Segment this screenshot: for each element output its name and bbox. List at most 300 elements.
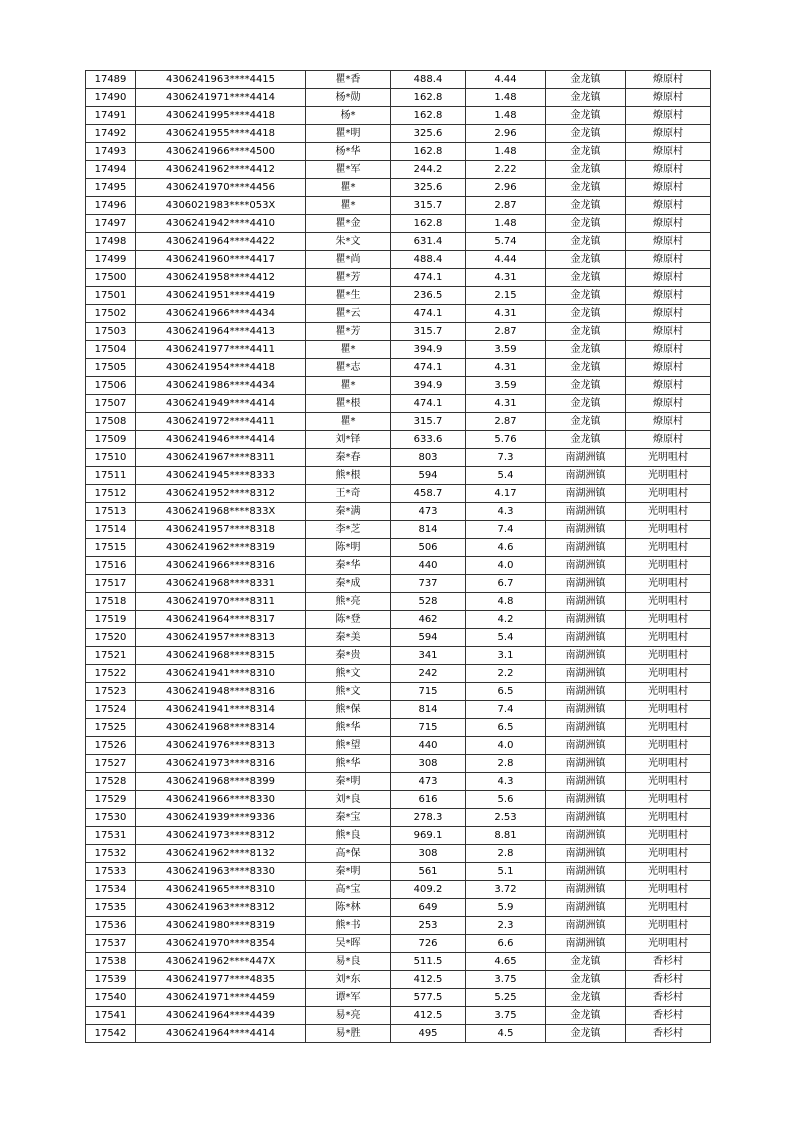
cell-masked_id_number: 4306241986****4434	[136, 377, 306, 395]
cell-amount: 315.7	[391, 323, 466, 341]
table-row	[86, 953, 711, 971]
cell-amount: 803	[391, 449, 466, 467]
cell-area: 4.31	[466, 395, 546, 413]
table-row	[86, 233, 711, 251]
cell-village: 燎原村	[626, 341, 711, 359]
cell-amount: 341	[391, 647, 466, 665]
cell-area: 4.3	[466, 503, 546, 521]
cell-village: 光明咀村	[626, 683, 711, 701]
cell-amount: 495	[391, 1025, 466, 1043]
cell-village: 光明咀村	[626, 611, 711, 629]
cell-area: 4.8	[466, 593, 546, 611]
cell-sequence_number: 17495	[86, 179, 136, 197]
cell-masked_id_number: 4306241965****8310	[136, 881, 306, 899]
cell-town: 南湖洲镇	[546, 629, 626, 647]
cell-masked_id_number: 4306241964****8317	[136, 611, 306, 629]
cell-area: 2.96	[466, 179, 546, 197]
cell-amount: 315.7	[391, 197, 466, 215]
cell-amount: 474.1	[391, 269, 466, 287]
table-row	[86, 971, 711, 989]
cell-town: 南湖洲镇	[546, 845, 626, 863]
cell-sequence_number: 17515	[86, 539, 136, 557]
cell-town: 金龙镇	[546, 143, 626, 161]
cell-masked_name: 高*保	[306, 845, 391, 863]
table-row	[86, 1007, 711, 1025]
cell-sequence_number: 17520	[86, 629, 136, 647]
cell-area: 2.96	[466, 125, 546, 143]
table-row	[86, 899, 711, 917]
cell-masked_name: 杨*华	[306, 143, 391, 161]
cell-masked_id_number: 4306241964****4439	[136, 1007, 306, 1025]
cell-village: 光明咀村	[626, 863, 711, 881]
cell-amount: 594	[391, 629, 466, 647]
table-row	[86, 179, 711, 197]
cell-masked_id_number: 4306241957****8313	[136, 629, 306, 647]
cell-town: 金龙镇	[546, 107, 626, 125]
cell-sequence_number: 17508	[86, 413, 136, 431]
cell-town: 南湖洲镇	[546, 467, 626, 485]
cell-town: 南湖洲镇	[546, 809, 626, 827]
cell-town: 南湖洲镇	[546, 827, 626, 845]
cell-town: 金龙镇	[546, 323, 626, 341]
cell-sequence_number: 17505	[86, 359, 136, 377]
table-row	[86, 305, 711, 323]
cell-masked_id_number: 4306241963****4415	[136, 71, 306, 89]
cell-masked_id_number: 4306241966****4500	[136, 143, 306, 161]
cell-masked_name: 熊*根	[306, 467, 391, 485]
cell-masked_name: 易*亮	[306, 1007, 391, 1025]
cell-masked_name: 秦*宝	[306, 809, 391, 827]
cell-town: 金龙镇	[546, 989, 626, 1007]
cell-sequence_number: 17503	[86, 323, 136, 341]
cell-area: 1.48	[466, 89, 546, 107]
subsidy-table	[85, 70, 711, 1043]
cell-village: 燎原村	[626, 287, 711, 305]
cell-town: 南湖洲镇	[546, 611, 626, 629]
cell-amount: 412.5	[391, 1007, 466, 1025]
cell-area: 4.0	[466, 737, 546, 755]
cell-amount: 474.1	[391, 305, 466, 323]
cell-amount: 594	[391, 467, 466, 485]
cell-village: 香杉村	[626, 971, 711, 989]
cell-town: 南湖洲镇	[546, 899, 626, 917]
cell-village: 燎原村	[626, 233, 711, 251]
cell-amount: 162.8	[391, 143, 466, 161]
cell-masked_id_number: 4306241963****8312	[136, 899, 306, 917]
cell-sequence_number: 17526	[86, 737, 136, 755]
cell-area: 3.59	[466, 341, 546, 359]
cell-town: 南湖洲镇	[546, 863, 626, 881]
cell-town: 金龙镇	[546, 413, 626, 431]
cell-village: 燎原村	[626, 323, 711, 341]
cell-masked_name: 瞿*根	[306, 395, 391, 413]
table-row	[86, 269, 711, 287]
cell-sequence_number: 17496	[86, 197, 136, 215]
table-row	[86, 359, 711, 377]
cell-village: 燎原村	[626, 377, 711, 395]
table-row	[86, 611, 711, 629]
cell-town: 南湖洲镇	[546, 935, 626, 953]
cell-amount: 726	[391, 935, 466, 953]
cell-masked_id_number: 4306241964****4422	[136, 233, 306, 251]
cell-village: 光明咀村	[626, 881, 711, 899]
cell-area: 5.1	[466, 863, 546, 881]
cell-amount: 737	[391, 575, 466, 593]
table-row	[86, 71, 711, 89]
cell-masked_name: 瞿*军	[306, 161, 391, 179]
cell-masked_name: 刘*良	[306, 791, 391, 809]
cell-village: 光明咀村	[626, 791, 711, 809]
cell-area: 4.17	[466, 485, 546, 503]
cell-sequence_number: 17497	[86, 215, 136, 233]
cell-area: 4.44	[466, 251, 546, 269]
cell-amount: 969.1	[391, 827, 466, 845]
cell-town: 金龙镇	[546, 971, 626, 989]
cell-town: 金龙镇	[546, 287, 626, 305]
cell-area: 3.72	[466, 881, 546, 899]
cell-masked_name: 秦*贵	[306, 647, 391, 665]
table-row	[86, 989, 711, 1007]
cell-village: 光明咀村	[626, 593, 711, 611]
cell-village: 香杉村	[626, 1007, 711, 1025]
cell-masked_id_number: 4306241970****4456	[136, 179, 306, 197]
cell-town: 南湖洲镇	[546, 449, 626, 467]
cell-town: 金龙镇	[546, 1025, 626, 1043]
table-row	[86, 575, 711, 593]
cell-sequence_number: 17522	[86, 665, 136, 683]
table-row	[86, 593, 711, 611]
cell-amount: 616	[391, 791, 466, 809]
cell-masked_id_number: 4306241966****8330	[136, 791, 306, 809]
cell-town: 金龙镇	[546, 197, 626, 215]
cell-masked_id_number: 4306241941****8310	[136, 665, 306, 683]
cell-sequence_number: 17517	[86, 575, 136, 593]
cell-town: 金龙镇	[546, 395, 626, 413]
cell-amount: 814	[391, 701, 466, 719]
table-row	[86, 521, 711, 539]
cell-village: 光明咀村	[626, 647, 711, 665]
cell-sequence_number: 17532	[86, 845, 136, 863]
cell-area: 3.75	[466, 1007, 546, 1025]
cell-masked_name: 熊*文	[306, 665, 391, 683]
cell-sequence_number: 17490	[86, 89, 136, 107]
cell-village: 燎原村	[626, 269, 711, 287]
cell-masked_name: 熊*望	[306, 737, 391, 755]
cell-amount: 394.9	[391, 341, 466, 359]
cell-village: 香杉村	[626, 1025, 711, 1043]
cell-area: 1.48	[466, 107, 546, 125]
table-row	[86, 503, 711, 521]
cell-village: 光明咀村	[626, 629, 711, 647]
cell-town: 南湖洲镇	[546, 791, 626, 809]
cell-town: 南湖洲镇	[546, 719, 626, 737]
table-row	[86, 197, 711, 215]
cell-sequence_number: 17498	[86, 233, 136, 251]
cell-village: 燎原村	[626, 143, 711, 161]
cell-masked_id_number: 4306241995****4418	[136, 107, 306, 125]
cell-masked_name: 瞿*云	[306, 305, 391, 323]
table-row	[86, 881, 711, 899]
cell-sequence_number: 17493	[86, 143, 136, 161]
cell-amount: 412.5	[391, 971, 466, 989]
cell-amount: 325.6	[391, 125, 466, 143]
cell-village: 光明咀村	[626, 899, 711, 917]
cell-area: 5.25	[466, 989, 546, 1007]
cell-masked_name: 陈*林	[306, 899, 391, 917]
cell-sequence_number: 17518	[86, 593, 136, 611]
cell-town: 南湖洲镇	[546, 755, 626, 773]
cell-sequence_number: 17531	[86, 827, 136, 845]
cell-masked_id_number: 4306241962****8132	[136, 845, 306, 863]
cell-amount: 242	[391, 665, 466, 683]
cell-amount: 162.8	[391, 215, 466, 233]
cell-town: 金龙镇	[546, 341, 626, 359]
cell-sequence_number: 17512	[86, 485, 136, 503]
cell-area: 2.87	[466, 323, 546, 341]
cell-village: 燎原村	[626, 251, 711, 269]
cell-masked_id_number: 4306241962****4412	[136, 161, 306, 179]
cell-area: 6.6	[466, 935, 546, 953]
cell-area: 6.5	[466, 719, 546, 737]
table-row	[86, 485, 711, 503]
cell-masked_name: 陈*登	[306, 611, 391, 629]
cell-masked_name: 朱*文	[306, 233, 391, 251]
cell-masked_name: 熊*书	[306, 917, 391, 935]
cell-sequence_number: 17501	[86, 287, 136, 305]
cell-village: 光明咀村	[626, 827, 711, 845]
cell-village: 燎原村	[626, 89, 711, 107]
table-row	[86, 665, 711, 683]
cell-area: 5.4	[466, 467, 546, 485]
cell-masked_id_number: 4306241973****8316	[136, 755, 306, 773]
cell-sequence_number: 17523	[86, 683, 136, 701]
cell-masked_name: 吴*晖	[306, 935, 391, 953]
cell-sequence_number: 17499	[86, 251, 136, 269]
cell-town: 南湖洲镇	[546, 575, 626, 593]
cell-sequence_number: 17513	[86, 503, 136, 521]
cell-amount: 488.4	[391, 251, 466, 269]
cell-village: 燎原村	[626, 125, 711, 143]
cell-amount: 308	[391, 755, 466, 773]
cell-village: 光明咀村	[626, 737, 711, 755]
cell-masked_name: 刘*东	[306, 971, 391, 989]
cell-masked_name: 瞿*	[306, 179, 391, 197]
cell-village: 燎原村	[626, 71, 711, 89]
cell-sequence_number: 17538	[86, 953, 136, 971]
cell-area: 2.53	[466, 809, 546, 827]
cell-masked_name: 熊*华	[306, 755, 391, 773]
cell-sequence_number: 17524	[86, 701, 136, 719]
cell-masked_name: 瞿*芳	[306, 323, 391, 341]
cell-village: 光明咀村	[626, 539, 711, 557]
cell-masked_id_number: 4306241966****4434	[136, 305, 306, 323]
cell-sequence_number: 17537	[86, 935, 136, 953]
cell-masked_name: 谭*军	[306, 989, 391, 1007]
cell-amount: 162.8	[391, 107, 466, 125]
cell-masked_id_number: 4306241954****4418	[136, 359, 306, 377]
cell-masked_name: 易*胜	[306, 1025, 391, 1043]
table-row	[86, 323, 711, 341]
cell-town: 南湖洲镇	[546, 665, 626, 683]
table-row	[86, 1025, 711, 1043]
cell-town: 南湖洲镇	[546, 503, 626, 521]
cell-town: 金龙镇	[546, 179, 626, 197]
cell-masked_name: 瞿*明	[306, 125, 391, 143]
cell-sequence_number: 17516	[86, 557, 136, 575]
table-row	[86, 845, 711, 863]
cell-area: 4.0	[466, 557, 546, 575]
cell-village: 燎原村	[626, 179, 711, 197]
cell-amount: 473	[391, 503, 466, 521]
cell-masked_id_number: 4306241964****4413	[136, 323, 306, 341]
cell-amount: 462	[391, 611, 466, 629]
cell-masked_id_number: 4306241958****4412	[136, 269, 306, 287]
cell-village: 光明咀村	[626, 575, 711, 593]
cell-masked_name: 瞿*香	[306, 71, 391, 89]
cell-village: 光明咀村	[626, 449, 711, 467]
cell-area: 4.2	[466, 611, 546, 629]
cell-village: 燎原村	[626, 431, 711, 449]
cell-area: 7.4	[466, 521, 546, 539]
cell-amount: 308	[391, 845, 466, 863]
cell-masked_id_number: 4306241960****4417	[136, 251, 306, 269]
cell-village: 光明咀村	[626, 521, 711, 539]
table-row	[86, 395, 711, 413]
cell-sequence_number: 17511	[86, 467, 136, 485]
cell-amount: 474.1	[391, 359, 466, 377]
cell-masked_id_number: 4306241951****4419	[136, 287, 306, 305]
cell-amount: 649	[391, 899, 466, 917]
cell-masked_id_number: 4306241968****833X	[136, 503, 306, 521]
cell-village: 光明咀村	[626, 719, 711, 737]
cell-area: 6.7	[466, 575, 546, 593]
cell-area: 4.6	[466, 539, 546, 557]
cell-masked_name: 陈*明	[306, 539, 391, 557]
cell-sequence_number: 17541	[86, 1007, 136, 1025]
table-row	[86, 413, 711, 431]
cell-masked_id_number: 4306241942****4410	[136, 215, 306, 233]
cell-town: 金龙镇	[546, 71, 626, 89]
cell-sequence_number: 17491	[86, 107, 136, 125]
cell-village: 光明咀村	[626, 665, 711, 683]
cell-amount: 715	[391, 719, 466, 737]
cell-masked_id_number: 4306241946****4414	[136, 431, 306, 449]
cell-masked_id_number: 4306241957****8318	[136, 521, 306, 539]
cell-sequence_number: 17510	[86, 449, 136, 467]
cell-masked_id_number: 4306241945****8333	[136, 467, 306, 485]
cell-village: 光明咀村	[626, 701, 711, 719]
cell-town: 南湖洲镇	[546, 647, 626, 665]
cell-town: 南湖洲镇	[546, 683, 626, 701]
cell-town: 南湖洲镇	[546, 539, 626, 557]
cell-sequence_number: 17542	[86, 1025, 136, 1043]
cell-masked_name: 秦*明	[306, 863, 391, 881]
cell-sequence_number: 17527	[86, 755, 136, 773]
cell-masked_id_number: 4306241970****8311	[136, 593, 306, 611]
cell-sequence_number: 17535	[86, 899, 136, 917]
cell-masked_name: 秦*明	[306, 773, 391, 791]
cell-amount: 278.3	[391, 809, 466, 827]
cell-masked_name: 王*奇	[306, 485, 391, 503]
cell-sequence_number: 17492	[86, 125, 136, 143]
cell-masked_id_number: 4306241967****8311	[136, 449, 306, 467]
cell-sequence_number: 17509	[86, 431, 136, 449]
cell-town: 南湖洲镇	[546, 557, 626, 575]
cell-amount: 162.8	[391, 89, 466, 107]
table-body	[86, 71, 711, 1043]
cell-masked_id_number: 4306241948****8316	[136, 683, 306, 701]
table-row	[86, 251, 711, 269]
cell-area: 4.5	[466, 1025, 546, 1043]
cell-amount: 528	[391, 593, 466, 611]
cell-village: 光明咀村	[626, 845, 711, 863]
cell-town: 金龙镇	[546, 89, 626, 107]
cell-area: 2.22	[466, 161, 546, 179]
cell-masked_name: 瞿*芳	[306, 269, 391, 287]
cell-sequence_number: 17504	[86, 341, 136, 359]
cell-village: 燎原村	[626, 413, 711, 431]
cell-town: 南湖洲镇	[546, 593, 626, 611]
cell-amount: 633.6	[391, 431, 466, 449]
table-row	[86, 107, 711, 125]
cell-area: 3.75	[466, 971, 546, 989]
cell-area: 3.59	[466, 377, 546, 395]
table-row	[86, 449, 711, 467]
cell-masked_id_number: 4306241970****8354	[136, 935, 306, 953]
cell-town: 南湖洲镇	[546, 485, 626, 503]
table-row	[86, 467, 711, 485]
cell-area: 5.76	[466, 431, 546, 449]
table-row	[86, 431, 711, 449]
cell-town: 南湖洲镇	[546, 773, 626, 791]
table-row	[86, 683, 711, 701]
cell-masked_id_number: 4306241973****8312	[136, 827, 306, 845]
cell-village: 光明咀村	[626, 773, 711, 791]
table-row	[86, 791, 711, 809]
cell-village: 光明咀村	[626, 485, 711, 503]
cell-village: 燎原村	[626, 197, 711, 215]
cell-masked_id_number: 4306241952****8312	[136, 485, 306, 503]
cell-amount: 511.5	[391, 953, 466, 971]
table-row	[86, 935, 711, 953]
cell-village: 香杉村	[626, 989, 711, 1007]
table-row	[86, 773, 711, 791]
cell-masked_name: 杨*	[306, 107, 391, 125]
table-row	[86, 287, 711, 305]
cell-town: 南湖洲镇	[546, 701, 626, 719]
cell-sequence_number: 17489	[86, 71, 136, 89]
cell-masked_id_number: 4306241939****9336	[136, 809, 306, 827]
cell-village: 光明咀村	[626, 503, 711, 521]
cell-town: 金龙镇	[546, 431, 626, 449]
cell-masked_name: 瞿*尚	[306, 251, 391, 269]
cell-masked_name: 瞿*生	[306, 287, 391, 305]
cell-sequence_number: 17500	[86, 269, 136, 287]
cell-masked_id_number: 4306241972****4411	[136, 413, 306, 431]
cell-area: 4.31	[466, 305, 546, 323]
cell-town: 金龙镇	[546, 269, 626, 287]
cell-area: 4.3	[466, 773, 546, 791]
cell-area: 7.4	[466, 701, 546, 719]
cell-masked_id_number: 4306241968****8314	[136, 719, 306, 737]
table-row	[86, 917, 711, 935]
cell-amount: 325.6	[391, 179, 466, 197]
cell-amount: 506	[391, 539, 466, 557]
table-row	[86, 701, 711, 719]
cell-masked_name: 熊*华	[306, 719, 391, 737]
cell-amount: 394.9	[391, 377, 466, 395]
cell-masked_name: 李*芝	[306, 521, 391, 539]
